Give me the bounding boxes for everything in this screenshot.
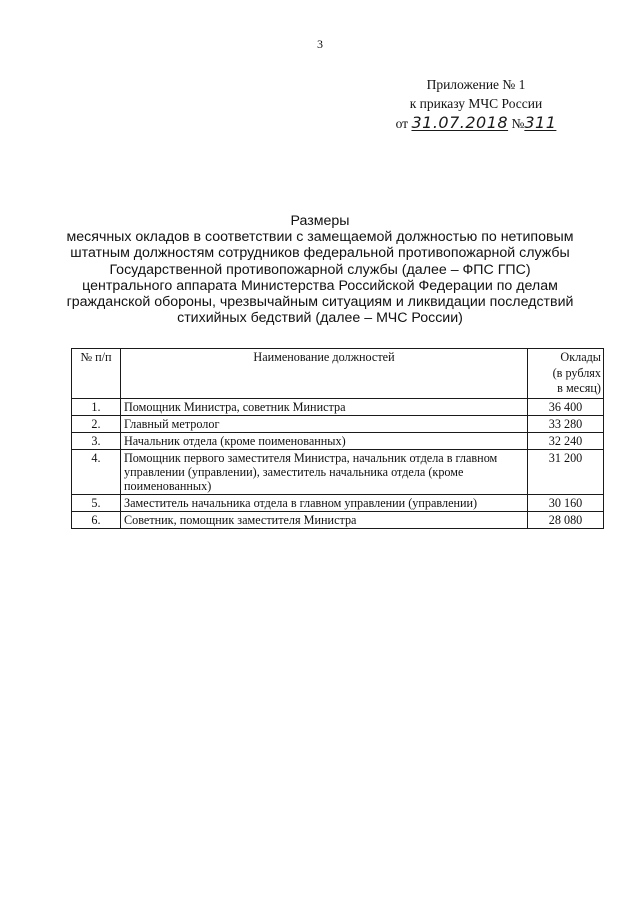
handwritten-date: 31.07.2018: [411, 113, 509, 132]
row-number: 1.: [72, 398, 121, 415]
row-number: 5.: [72, 494, 121, 511]
row-salary: 32 240: [528, 432, 604, 449]
title-line: месячных окладов в соответствии с замещаемой должностью по нетиповым: [66, 229, 574, 246]
row-position-name: Начальник отдела (кроме поименованных): [121, 432, 528, 449]
header-number: № п/п: [72, 349, 121, 399]
row-number: 2.: [72, 415, 121, 432]
row-number: 4.: [72, 449, 121, 494]
title-line: Государственной противопожарной службы (далее – ФПС ГПС): [109, 261, 531, 278]
header-salary-line: (в рублях: [552, 365, 601, 380]
row-salary: 28 080: [528, 511, 604, 528]
row-position-name: Помощник первого заместителя Министра, начальник отдела в главном управлении (управлении), заместитель начальника отдела (кроме поименованных): [121, 449, 528, 494]
salary-table: [71, 348, 604, 529]
table-row: [72, 511, 604, 528]
page-number: 3: [317, 37, 323, 51]
header-salary: [528, 349, 604, 399]
number-sign: №: [511, 116, 525, 131]
header-salary-line: в месяц): [557, 381, 601, 395]
appendix-date-line: [370, 113, 582, 133]
table-header-row: [72, 349, 604, 399]
appendix-block: [370, 75, 582, 133]
appendix-title: Приложение № 1: [426, 77, 526, 92]
appendix-order-ref: к приказу МЧС России: [409, 96, 543, 111]
row-position-name: Помощник Министра, советник Министра: [121, 398, 528, 415]
title-line: Размеры: [290, 213, 350, 229]
from-prefix: от: [395, 116, 409, 131]
title-line: центрального аппарата Министерства Российской Федерации по делам: [82, 277, 558, 294]
row-salary: 30 160: [528, 494, 604, 511]
header-salary-line: Оклады: [560, 350, 601, 364]
row-salary: 31 200: [528, 449, 604, 494]
row-number: 6.: [72, 511, 121, 528]
title-line: стихийных бедствий (далее – МЧС России): [177, 310, 463, 327]
table-row: [72, 494, 604, 511]
row-position-name: Заместитель начальника отдела в главном управлении (управлении): [121, 494, 528, 511]
document-title: [60, 213, 580, 326]
row-salary: 36 400: [528, 398, 604, 415]
handwritten-order-number: 311: [524, 113, 557, 132]
row-position-name: Главный метролог: [121, 415, 528, 432]
row-position-name: Советник, помощник заместителя Министра: [121, 511, 528, 528]
title-line: штатным должностям сотрудников федеральной противопожарной службы: [70, 245, 570, 262]
table-row: [72, 398, 604, 415]
table-row: [72, 432, 604, 449]
table-row: [72, 449, 604, 494]
header-position-name: Наименование должностей: [121, 349, 528, 399]
title-line: гражданской обороны, чрезвычайным ситуациям и ликвидации последствий: [66, 294, 574, 311]
row-salary: 33 280: [528, 415, 604, 432]
row-number: 3.: [72, 432, 121, 449]
table-row: [72, 415, 604, 432]
